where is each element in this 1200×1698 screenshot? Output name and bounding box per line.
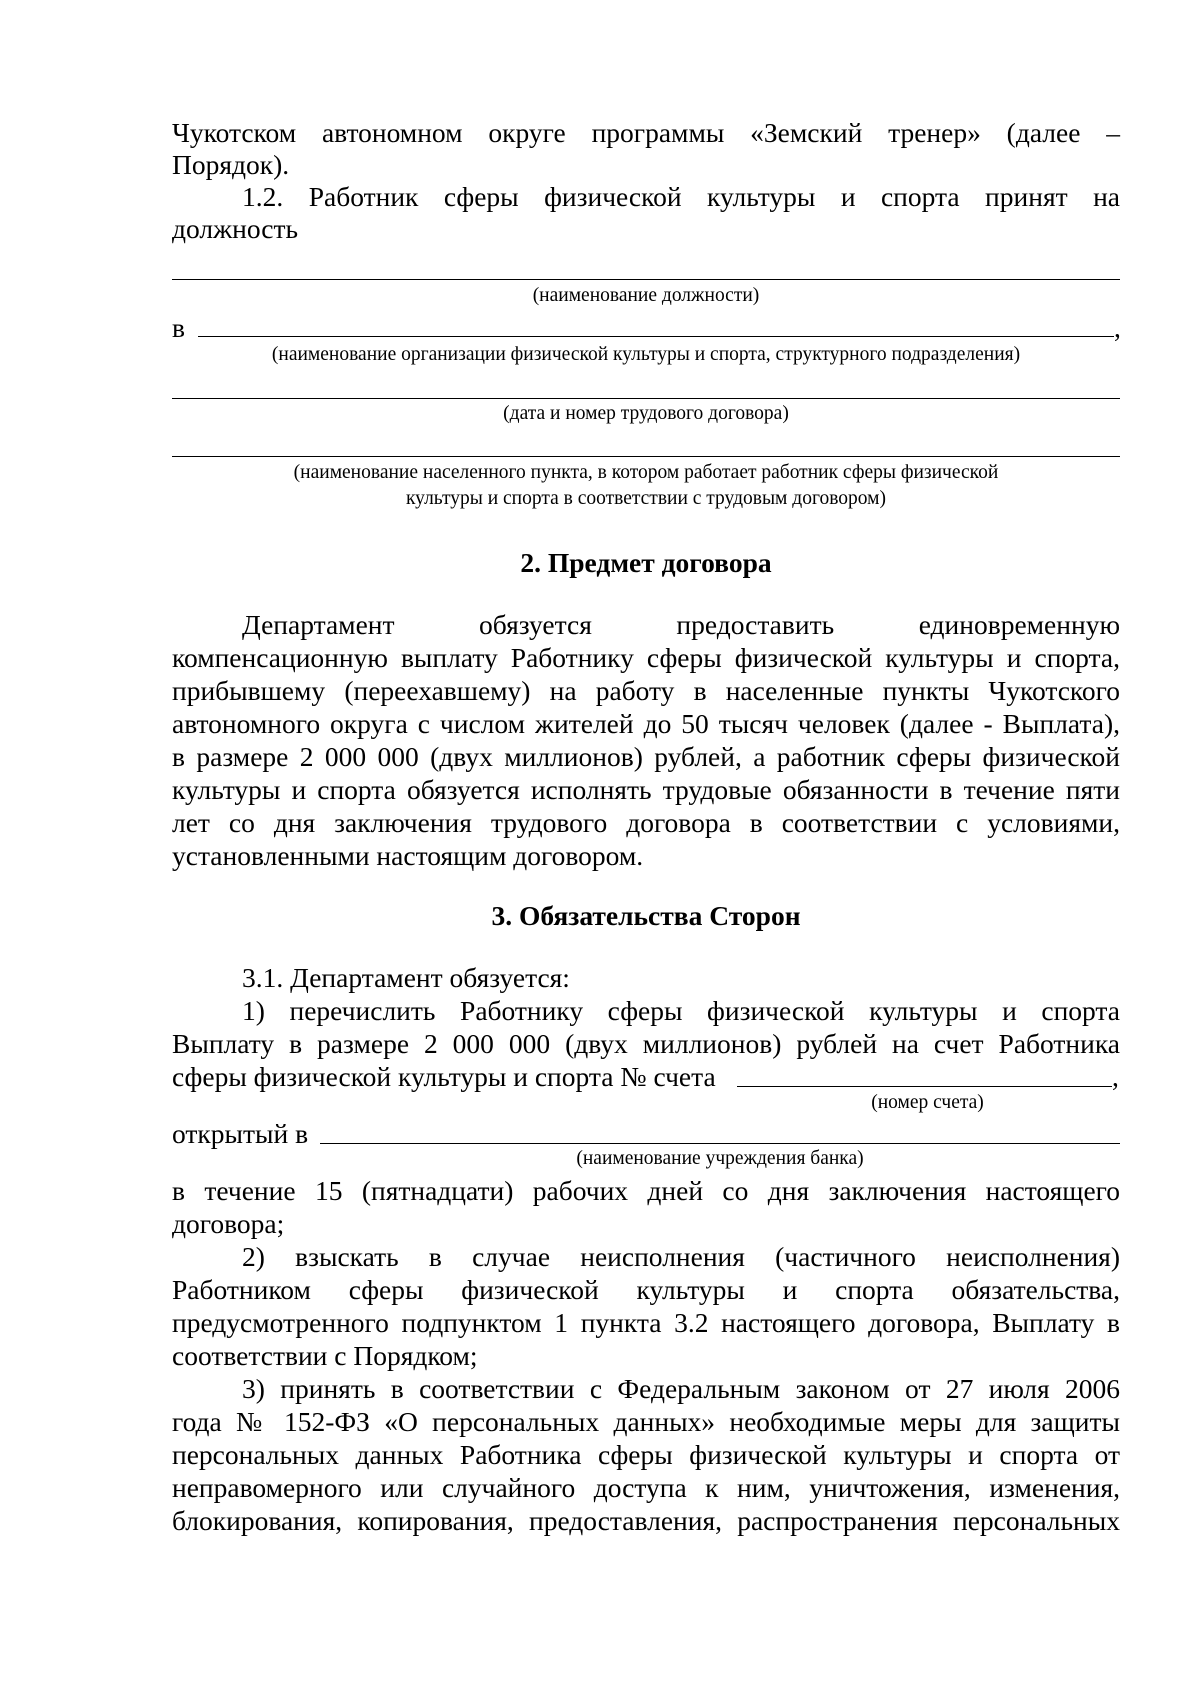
item-1-line-2: Выплату в размере 2 000 000 (двух миллионов) рублей на счет Работника <box>172 1028 1120 1059</box>
item-2-line: предусмотренного подпунктом 1 пункта 3.2 настоящего договора, Выплату в <box>172 1307 1120 1338</box>
settlement-blank-line <box>172 456 1120 457</box>
account-suffix: , <box>1112 1061 1119 1092</box>
item-2-line: Работником сферы физической культуры и спорта обязательства, <box>172 1274 1120 1305</box>
section-2-line: автономного округа с числом жителей до 50 тысяч человек (далее - Выплата), <box>172 708 1120 739</box>
intro-line-1: Чукотском автономном округе программы «Земский тренер» (далее – <box>172 117 1120 148</box>
section-2-heading: 2. Предмет договора <box>520 547 772 578</box>
section-2-line: в размере 2 000 000 (двух миллионов) рублей, а работник сферы физической <box>172 741 1120 772</box>
position-blank-line <box>172 279 1120 280</box>
contract-caption: (дата и номер трудового договора) <box>503 403 789 424</box>
item-2-line: соответствии с Порядком; <box>172 1340 478 1371</box>
bank-blank-line <box>320 1143 1120 1144</box>
settlement-caption-1: (наименование населенного пункта, в котором работает работник сферы физической <box>293 462 999 483</box>
item-2-line: 2) взыскать в случае неисполнения (частичного неисполнения) <box>242 1241 1120 1272</box>
account-blank-line <box>737 1086 1112 1087</box>
item-3-line: года № 152-ФЗ «О персональных данных» необходимые меры для защиты <box>172 1406 1120 1437</box>
bank-caption: (наименование учреждения банка) <box>576 1148 864 1169</box>
clause-1-2-line-2: должность <box>172 213 299 244</box>
section-2-line: компенсационную выплату Работнику сферы физической культуры и спорта, <box>172 642 1120 673</box>
intro-line-2: Порядок). <box>172 149 290 180</box>
item-3-line: блокирования, копирования, предоставления, распространения персональных <box>172 1505 1120 1536</box>
section-2-line: установленными настоящим договором. <box>172 840 644 871</box>
clause-1-2-line-1: 1.2. Работник сферы физической культуры и спорта принят на <box>242 181 1120 212</box>
org-caption: (наименование организации физической культуры и спорта, структурного подразделения) <box>271 344 1021 365</box>
section-3-heading: 3. Обязательства Сторон <box>491 900 801 931</box>
section-2-line: прибывшему (переехавшему) на работу в населенные пункты Чукотского <box>172 675 1120 706</box>
opened-in-label: открытый в <box>172 1118 309 1149</box>
account-caption: (номер счета) <box>871 1092 984 1113</box>
section-2-line: лет со дня заключения трудового договора в соответствии с условиями, <box>172 807 1120 838</box>
contract-blank-line <box>172 398 1120 399</box>
org-prefix: в <box>172 312 185 343</box>
item-3-line: неправомерного или случайного доступа к ним, уничтожения, изменения, <box>172 1472 1120 1503</box>
item-1-line-3: сферы физической культуры и спорта № счета <box>172 1061 716 1092</box>
item-1-line-6: договора; <box>172 1208 285 1239</box>
position-caption: (наименование должности) <box>532 285 760 306</box>
item-3-line: персональных данных Работника сферы физической культуры и спорта от <box>172 1439 1120 1470</box>
clause-3-1: 3.1. Департамент обязуется: <box>242 962 570 993</box>
org-blank-line <box>198 336 1114 337</box>
item-3-line: 3) принять в соответствии с Федеральным законом от 27 июля 2006 <box>242 1373 1120 1404</box>
settlement-caption-2: культуры и спорта в соответствии с трудовым договором) <box>405 488 886 509</box>
section-2-line: Департамент обязуется предоставить единовременную <box>242 609 1120 640</box>
item-1-line-5: в течение 15 (пятнадцати) рабочих дней со дня заключения настоящего <box>172 1175 1120 1206</box>
section-2-line: культуры и спорта обязуется исполнять трудовые обязанности в течение пяти <box>172 774 1120 805</box>
org-suffix: , <box>1114 312 1121 343</box>
item-1-line-1: 1) перечислить Работнику сферы физической культуры и спорта <box>242 995 1120 1026</box>
